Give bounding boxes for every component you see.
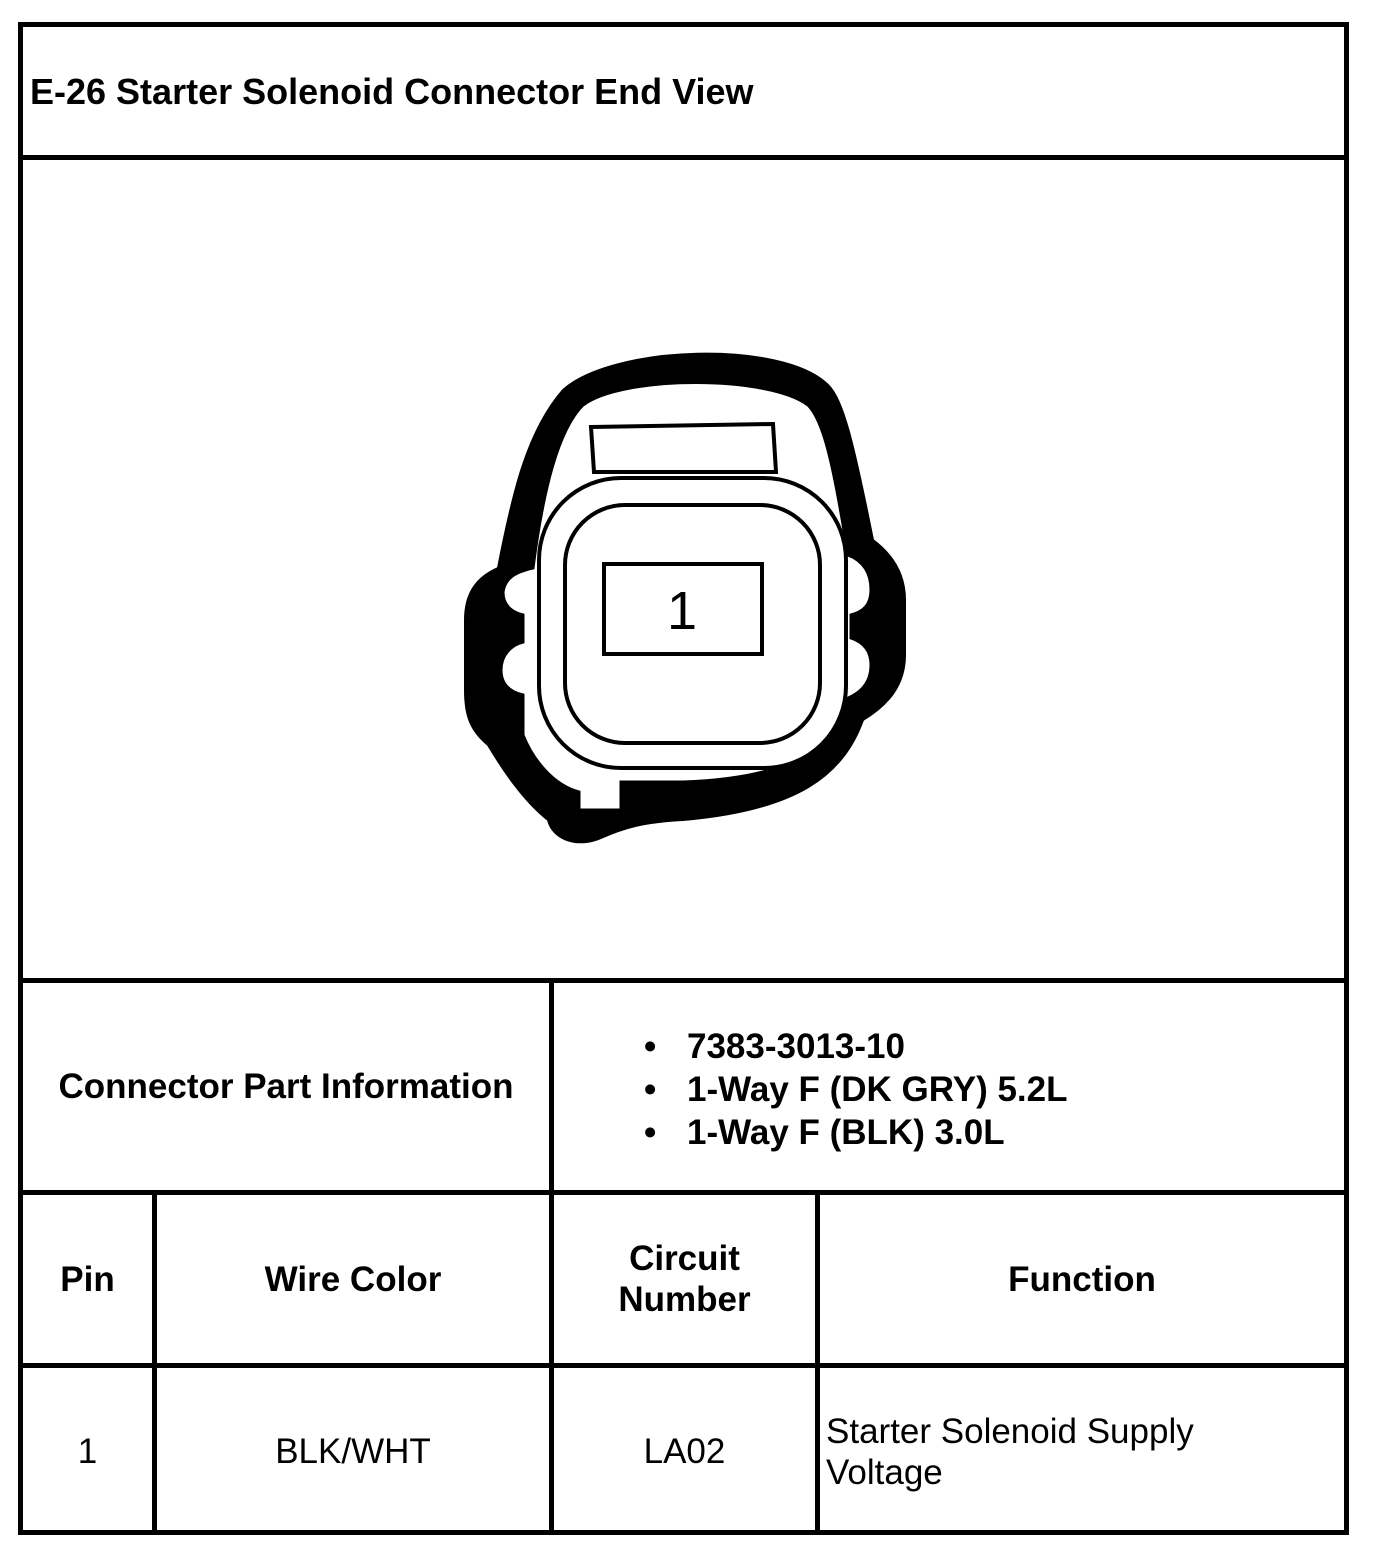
wire-color-cell (157, 1368, 554, 1535)
table-row (23, 1368, 1344, 1535)
list-item (554, 1111, 1068, 1154)
list-item (554, 1025, 1068, 1068)
bullet: • (644, 1070, 657, 1109)
pin-1-label: 1 (666, 581, 698, 641)
part-number: 7383-3013-10 (687, 1027, 905, 1066)
list-item (554, 1068, 1068, 1111)
connector-sheet (18, 22, 1349, 1535)
bullet: • (644, 1113, 657, 1152)
wire-color-value: BLK/WHT (275, 1432, 431, 1471)
header-circuit-line1: Circuit (629, 1239, 740, 1278)
title-row (23, 27, 1344, 160)
table-header-row (23, 1195, 1344, 1368)
part-variant-5-2l: 1-Way F (DK GRY) 5.2L (687, 1070, 1068, 1109)
header-pin: Pin (60, 1259, 115, 1299)
header-circuit-number (618, 1238, 750, 1320)
header-pin-cell (23, 1195, 157, 1363)
circuit-value: LA02 (643, 1432, 726, 1471)
header-wire-color: Wire Color (264, 1259, 442, 1299)
header-function: Function (1008, 1259, 1156, 1299)
header-circuit-cell (554, 1195, 820, 1363)
part-info-label-cell (23, 983, 554, 1190)
circuit-cell (554, 1368, 820, 1535)
header-circuit-line2: Number (618, 1280, 751, 1319)
header-function-cell (820, 1195, 1344, 1363)
function-value (826, 1411, 1194, 1493)
function-line1: Starter Solenoid Supply (826, 1411, 1194, 1451)
connector-diagram-row (23, 160, 1344, 983)
part-variant-3-0l: 1-Way F (BLK) 3.0L (687, 1113, 1005, 1152)
function-cell (820, 1368, 1344, 1535)
header-wire-color-cell (157, 1195, 554, 1363)
pin-value: 1 (77, 1432, 98, 1471)
part-info-list (554, 1025, 1068, 1154)
bullet: • (644, 1027, 657, 1066)
function-line2: Voltage (826, 1452, 943, 1492)
part-info-label: Connector Part Information (58, 1066, 514, 1106)
latch-window (591, 424, 776, 472)
pin-cell (23, 1368, 157, 1535)
connector-end-view-diagram (23, 160, 1344, 978)
connector-part-info-row (23, 983, 1344, 1195)
page-title: E-26 Starter Solenoid Connector End View (30, 71, 754, 112)
